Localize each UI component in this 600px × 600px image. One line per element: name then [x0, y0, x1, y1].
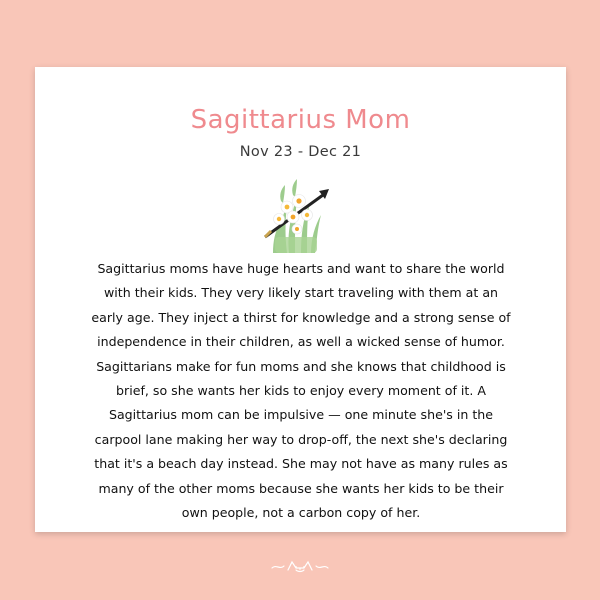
description-paragraph-1: Sagittarius moms have huge hearts and want to share the world with their kids. They very likely start traveling with them at an early age. They inject a thirst for knowledge and a strong sense of independence in their children, as well a wicked sense of humor. — [91, 261, 511, 350]
horoscope-card — [35, 67, 566, 532]
description — [87, 257, 515, 525]
cat-face-ornament-icon — [268, 558, 332, 574]
card-title: Sagittarius Mom — [190, 105, 411, 135]
daffodil-bouquet-with-arrow-icon — [257, 175, 337, 255]
date-range: Nov 23 - Dec 21 — [239, 144, 362, 160]
description-paragraph-2: Sagittarians make for fun moms and she knows that childhood is brief, so she wants her kids to enjoy every moment of it. A Sagittarius mom can be impulsive — one minute she's in the carpool lane making her way to drop-off, the next she's declaring that it's a beach day instead. She may not have as many rules as many of the other moms because she wants her kids to be their own people, not a carbon copy of her. — [94, 358, 508, 521]
